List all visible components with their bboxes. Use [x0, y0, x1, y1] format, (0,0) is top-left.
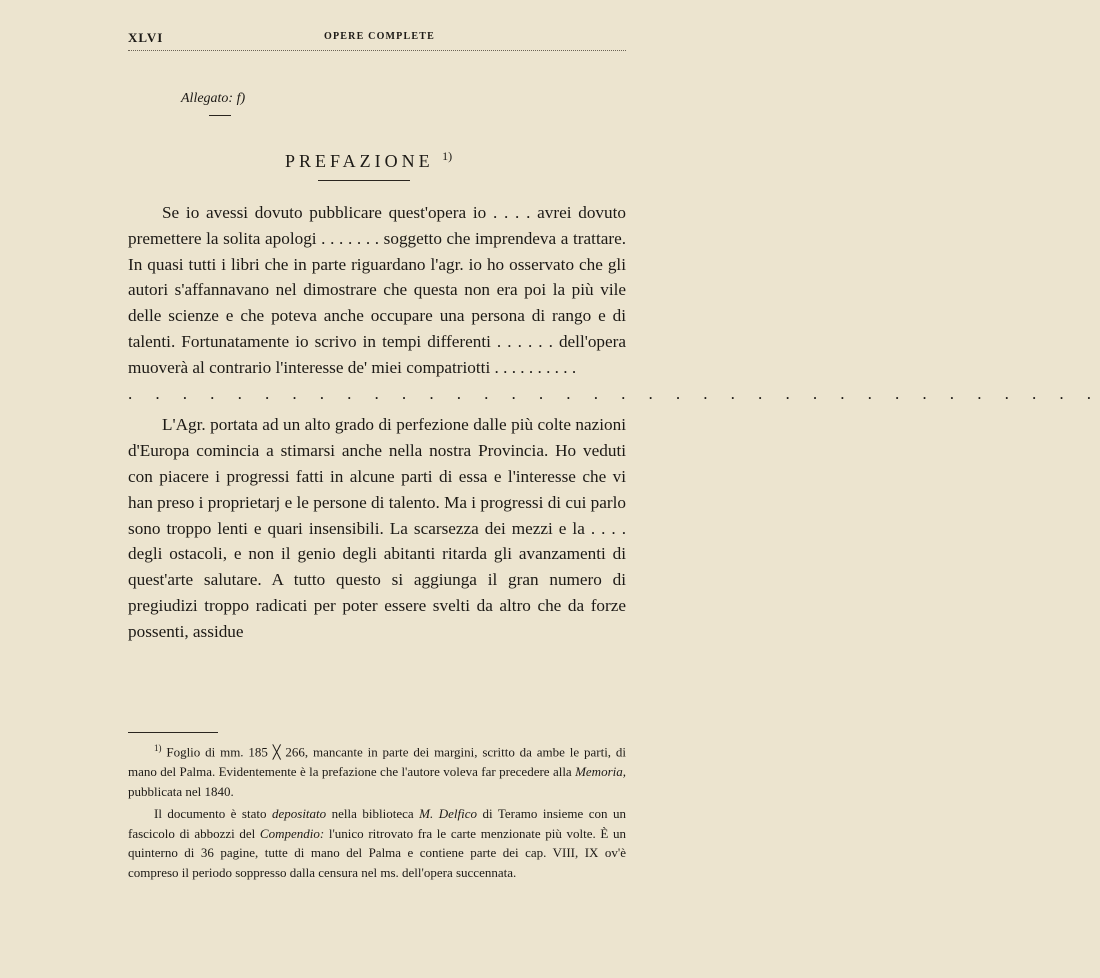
footnote-1: [128, 739, 626, 801]
page-number: XLVI: [128, 30, 164, 45]
footnote-1-italic: Memoria,: [575, 763, 626, 779]
title-footnote-mark: 1): [442, 149, 453, 163]
footnote-1-text: Foglio di mm. 185 ╳ 266, mancante in parte dei margini, scritto da ambe le parti, di mano del Palma. Evidentemente è la prefazione che l'autore voleva far precedere alla: [128, 744, 627, 779]
paragraph-2: L'Agr. portata ad un alto grado di perfezione dalle più colte nazioni d'Europa comincia a stimarsi anche nella nostra Provincia. Ho veduti con piacere i progressi fatti in alcune parti di essa e l'interesse che vi han preso i proprietarj e le persone di talento. Ma i progressi di cui parlo sono troppo lenti e quari insensibili. La scarsezza dei mezzi e la . . . . degli ostacoli, e non il genio degli abitanti ritarda gli avanzamenti di quest'arte salutare. A tutto questo si aggiunga il gran numero di pregiudizi troppo radicati per poter essere svelti da altro che da forze possenti, assidue: [128, 415, 626, 641]
section-title: [285, 149, 452, 172]
attachment-label: Allegato: f): [181, 91, 246, 106]
paragraph-1: Se io avessi dovuto pubblicare quest'opera io . . . . avrei dovuto premettere la solita apologi . . . . . . . soggetto che imprendeva a trattare. In quasi tutti i libri che in parte riguardano l'agr. io ho osservato che gli autori s'affannavano nel dimostrare che questa non era poi la più vile delle scienze e che poteva anche occupare una persona di rango e di talenti. Fortunatamente io scrivo in tempi differenti . . . . . . dell'opera muoverà al contrario l'interesse de' miei compatriotti . . . . . . . . . .: [128, 203, 626, 377]
footnote-1-end: pubblicata nel 1840.: [128, 783, 234, 799]
running-head: [128, 30, 626, 51]
title-rule: [318, 180, 410, 181]
footnote-2-part-b: nella biblioteca: [326, 806, 420, 822]
body-text: [128, 200, 1100, 645]
footnotes: [128, 739, 626, 882]
footnote-2-italic-c: Compendio:: [259, 825, 325, 841]
omission-dot-line: . . . . . . . . . . . . . . . . . . . . . . . . . . . . . . . . . . . .: [128, 383, 1100, 403]
footnote-2-part-c: di Teramo insieme con un fascicolo di abbozzi del: [128, 806, 627, 841]
footnote-1-mark: 1): [154, 743, 162, 753]
title-text: PREFAZIONE: [285, 151, 434, 171]
attachment-rule: [209, 115, 231, 116]
running-title: OPERE COMPLETE: [324, 31, 435, 42]
footnote-2-part-a: Il documento è stato: [154, 806, 272, 822]
footnote-2-part-d: l'unico ritrovato fra le carte menzionate più volte. È un quinterno di 36 pagine, tutte di mano del Palma e contiene parte dei cap. VIII, IX ov'è compreso il periodo soppresso dalla censura nel ms. dell'opera succennata.: [128, 825, 627, 880]
footnote-rule: [128, 732, 218, 733]
footnote-2-italic-b: M. Delfico: [419, 806, 477, 822]
footnote-2-italic-a: depositato: [271, 806, 327, 822]
footnote-2: [128, 804, 626, 882]
